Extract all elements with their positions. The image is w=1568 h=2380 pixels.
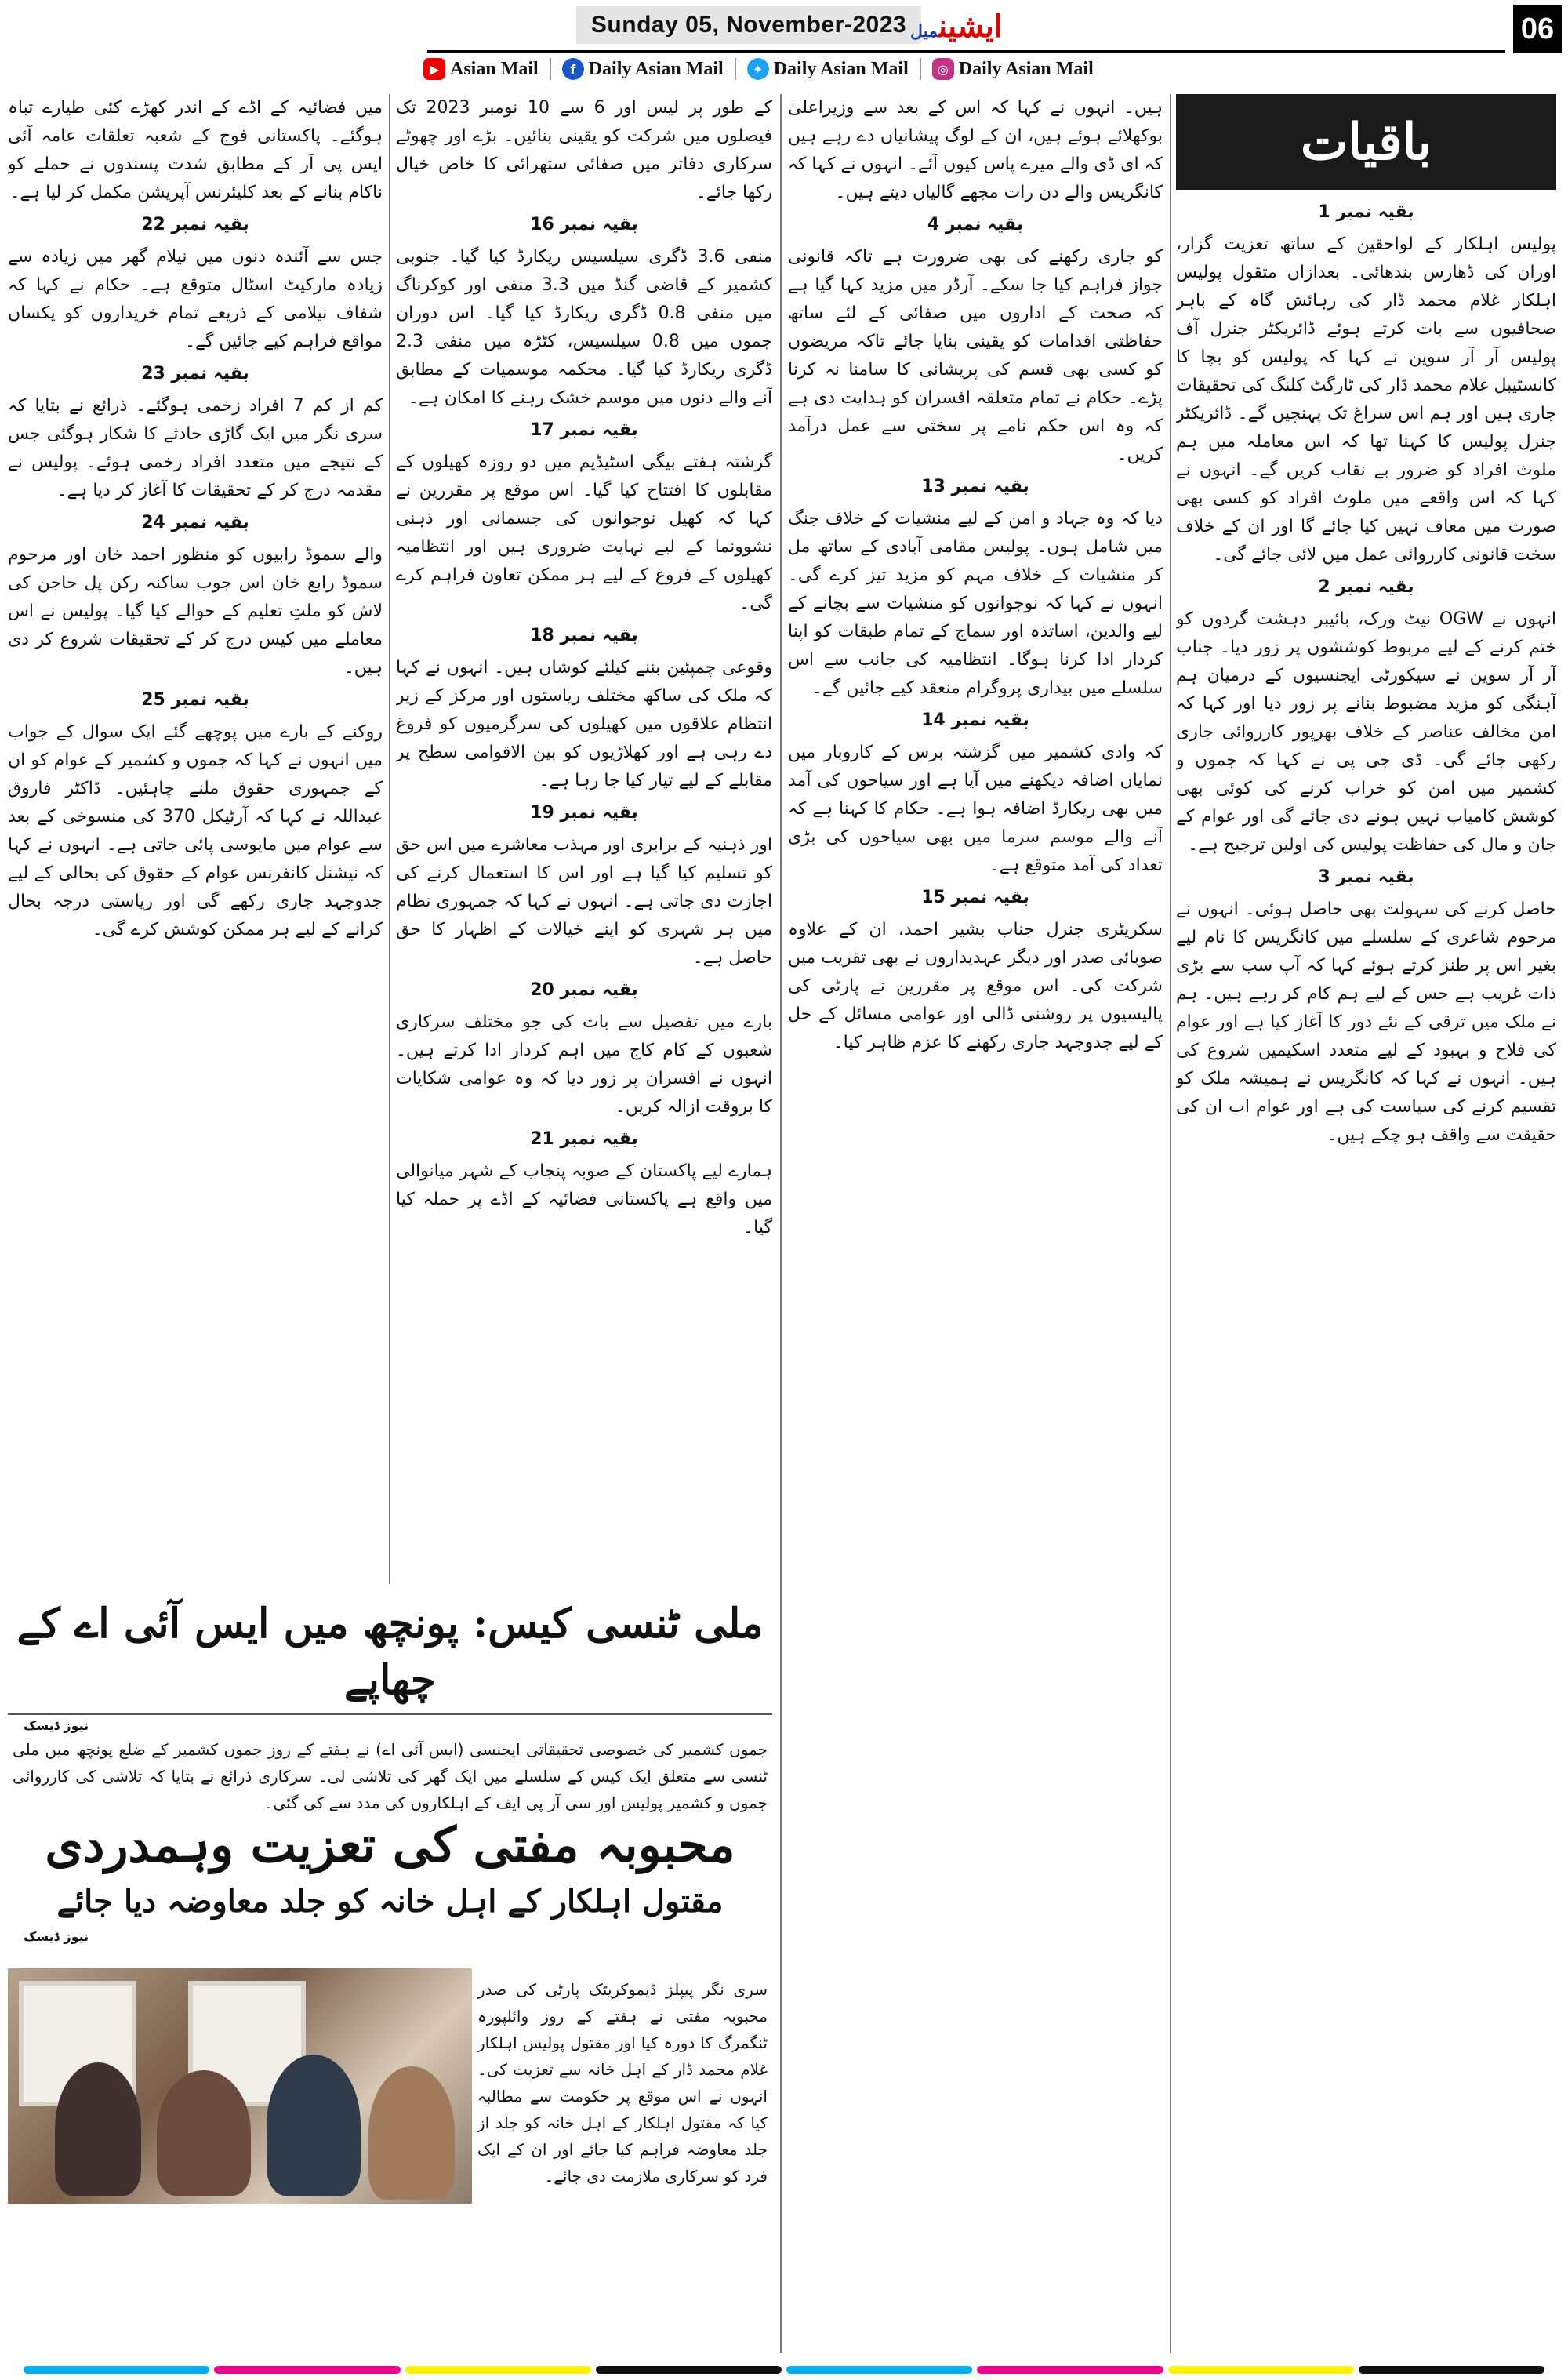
story-headline: ملی ٹنسی کیس: پونچھ میں ایس آئی اے کے چھاپے (8, 1596, 772, 1715)
page-number: 06 (1513, 5, 1562, 53)
article-text: روکنے کے بارے میں پوچھے گئے ایک سوال کے جواب میں انہوں نے کہا کہ جموں و کشمیر کے عوام کو ان کے جمہوری حقوق ملنے چاہئیں۔ ڈاکٹر فاروق عبداللہ نے کہا کہ آرٹیکل 370 کی منسوخی کے بعد سے عوام میں مایوسی پائی جاتی ہے۔ انہوں نے کہا کہ نیشنل کانفرنس عوام کے حقوق کی بحالی کے لیے جدوجہد جاری رکھے گی اور ریاستی درجہ بحال کرانے کے لیے ہر ممکن کوشش کرے گی۔ (8, 722, 383, 939)
person-figure (55, 2062, 141, 2196)
continuation-label: بقیہ نمبر 3 (1318, 867, 1414, 887)
column-divider (389, 94, 390, 1584)
color-swatch (786, 2366, 972, 2374)
newspaper-logo: ایشینمیل (909, 8, 1004, 45)
story-text: جموں کشمیر کی خصوصی تحقیقاتی ایجنسی (ایس آئی اے) نے ہفتے کے روز جموں کشمیر کے ضلع پونچھ میں ملی ٹنسی سے متعلق ایک کیس کے سلسلے میں ایک گھر کی تلاشی لی۔ سرکاری ذرائع نے بتایا کہ تلاشی کی کارروائی جموں و کشمیر پولیس اور سی آر پی ایف کے اہلکاروں کی مدد سے کی گئی۔ (13, 1740, 768, 1812)
article-text: جس سے آئندہ دنوں میں نیلام گھر میں زیادہ سے زیادہ مارکیٹ اسٹال متوقع ہے۔ حکام نے کہا کہ شفاف نیلامی کے ذریعے تمام خریداروں کو یکساں مواقع فراہم کیے جائیں گے۔ (8, 247, 383, 351)
article-text: سکریٹری جنرل جناب بشیر احمد، ان کے علاوہ صوبائی صدر اور دیگر عہدیداروں نے بھی تقریب میں شرکت کی۔ اس موقع پر مقررین نے پارٹی کی پالیسیوں پر روشنی ڈالی اور عوامی مسائل کے حل کے لیے جدوجہد جاری رکھنے کا عزم ظاہر کیا۔ (788, 920, 1163, 1052)
article-text: حاصل کرنے کی سہولت بھی حاصل ہوئی۔ انہوں نے مرحوم شاعری کے سلسلے میں کانگریس کا نام لیے بغیر اس پر طنز کرتے ہوئے کہا کہ آپ سب سے بڑی ذات غریب ہے جس کے لیے ہم کام کر رہے ہیں۔ ہم نے ملک میں ترقی کے نئے دور کا آغاز کیا ہے اور عوام کی فلاح و بہبود کے لیے متعدد اسکیمیں شروع کی ہیں۔ انہوں نے کہا کہ کانگریس نے ہمیشہ ملک کو تقسیم کرنے کی سیاست کی ہے اور عوام اب ان کی حقیقت سے واقف ہو چکے ہیں۔ (1176, 899, 1556, 1145)
story-text: سری نگر پیپلز ڈیموکریٹک پارٹی کی صدر محبوبہ مفتی نے ہفتے کے روز وائلپورہ ٹنگمرگ کا دورہ کیا اور مقتول پولیس اہلکار غلام محمد ڈار کے اہل خانہ سے تعزیت کی۔ انہوں نے اس موقع پر حکومت سے مطالبہ کیا کہ مقتول اہلکار کے اہل خانہ کو جلد از جلد معاوضہ فراہم کیا جائے اور ان کے ایک فرد کو سرکاری ملازمت دی جائے۔ (477, 1980, 768, 2186)
continuation-label: بقیہ نمبر 17 (530, 420, 638, 440)
color-swatch (214, 2366, 400, 2374)
column-4 (8, 94, 383, 1584)
color-swatch (977, 2366, 1163, 2374)
mehbooba-story (8, 1811, 772, 2360)
byline: نیوز ڈیسک (24, 1718, 89, 1733)
twitter-icon: ✦ (747, 58, 769, 80)
section-header-baqiyat: باقیات (1176, 94, 1556, 190)
militancy-story (8, 1596, 772, 1812)
masthead (0, 0, 1568, 79)
instagram-icon: ◎ (932, 58, 954, 80)
byline: نیوز ڈیسک (24, 1929, 89, 1944)
article-text: کم از کم 7 افراد زخمی ہوگئے۔ ذرائع نے بتایا کہ سری نگر میں ایک گاڑی حادثے کا شکار ہوگئی جس کے نتیجے میں متعدد افراد زخمی ہوئے۔ پولیس نے مقدمہ درج کر کے تحقیقات کا آغاز کر دیا ہے۔ (8, 396, 383, 500)
color-registration-strip (0, 2364, 1568, 2375)
story-headline: محبوبہ مفتی کی تعزیت وہمدردی (45, 1816, 735, 1873)
color-swatch (1168, 2366, 1354, 2374)
person-figure (267, 2055, 361, 2196)
continuation-label: بقیہ نمبر 2 (1318, 577, 1414, 597)
divider (550, 58, 551, 80)
divider (920, 58, 921, 80)
continuation-label: بقیہ نمبر 15 (921, 888, 1029, 907)
article-text: گزشتہ ہفتے بیگی اسٹیڈیم میں دو روزہ کھیلوں کے مقابلوں کا افتتاح کیا گیا۔ اس موقع پر مقررین نے کہا کہ کھیل نوجوانوں کی جسمانی اور ذہنی نشوونما کے لیے نہایت ضروری ہیں اور انتظامیہ کھیلوں کے فروغ کے لیے ہر ممکن تعاون فراہم کرے گی۔ (396, 452, 772, 613)
social-instagram[interactable]: ◎ Daily Asian Mail (932, 58, 1094, 80)
issue-date: Sunday 05, November-2023 (576, 6, 921, 44)
story-subhead: مقتول اہلکار کے اہل خانہ کو جلد معاوضہ دیا جائے (56, 1883, 724, 1920)
continuation-label: بقیہ نمبر 14 (921, 710, 1029, 730)
column-divider (1170, 94, 1171, 2353)
facebook-icon: f (562, 58, 584, 80)
continuation-label: بقیہ نمبر 24 (141, 513, 249, 532)
article-text: بارے میں تفصیل سے بات کی جو مختلف سرکاری شعبوں کے کام کاج میں اہم کردار ادا کرتے ہیں۔ انہوں نے افسران پر زور دیا کہ وہ عوامی شکایات کا بروقت ازالہ کریں۔ (396, 1012, 772, 1117)
continuation-label: بقیہ نمبر 18 (530, 626, 638, 645)
column-divider (780, 94, 782, 2353)
continuation-label: بقیہ نمبر 23 (141, 364, 249, 383)
continuation-label: بقیہ نمبر 25 (141, 690, 249, 710)
article-text: ہیں۔ انہوں نے کہا کہ اس کے بعد سے وزیراعلیٰ بوکھلائے ہوئے ہیں، ان کے لوگ پیشانیاں دے رہے ہیں کہ ای ڈی والے میرے پاس کیوں آئے۔ انہوں نے کہا کہ کانگریس والے دن رات مجھے گالیاں دیتے ہیں۔ (788, 98, 1163, 202)
person-figure (368, 2066, 455, 2200)
continuation-label: بقیہ نمبر 22 (141, 215, 249, 234)
article-text: کو جاری رکھنے کی بھی ضرورت ہے تاکہ قانونی جواز فراہم کیا جا سکے۔ آرڈر میں مزید کہا گیا ہے کہ صحت کے اداروں میں صفائی کے لئے ساتھ حفاظتی اقدامات کو یقینی بنایا جائے تاکہ مریضوں کو کسی بھی قسم کی پریشانی کا سامنا نہ کرنا پڑے۔ حکام نے تمام متعلقہ افسران کو ہدایت دی ہے کہ وہ اس حکم نامے پر سختی سے عمل درآمد کریں۔ (788, 247, 1163, 464)
article-text: پولیس اہلکار کے لواحقین کے ساتھ تعزیت گزار، اوران کی ڈھارس بندھائی۔ بعدازاں متقول پولیس اہلکار غلام محمد ڈار کی رہائش گاہ کے باہر صحافیوں سے بات کرتے ہوئے ڈائریکٹر جنرل آف پولیس آر آر سوین نے کہا کہ پولیس کو بچا کا کانسٹیبل غلام محمد ڈار کی ٹارگٹ کلنگ کی تحقیقات جاری ہیں اور ہم اس سراغ تک پہنچیں گے۔ ڈائریکٹر جنرل پولیس کا کہنا تھا کہ اس معاملہ میں ہم ملوث افراد کو ضرور بے نقاب کریں گے۔ انہوں نے کہا کہ اس واقعے میں ملوث افراد کو کسی بھی صورت میں معاف نہیں کیا جائے گا اور ان کے خلاف سخت قانونی کارروائی عمل میں لائی جائے گی۔ (1176, 234, 1556, 565)
column-3 (396, 94, 772, 1584)
color-swatch (596, 2366, 782, 2374)
continuation-label: بقیہ نمبر 16 (530, 215, 638, 234)
article-text: منفی 3.6 ڈگری سیلسیس ریکارڈ کیا گیا۔ جنوبی کشمیر کے قاضی گنڈ میں 3.3 منفی اور کوکرناگ میں منفی 0.8 ڈگری ریکارڈ کیا گیا۔ اس دوران جموں میں 0.8 سیلسیس، کٹڑہ میں منفی 2.3 ڈگری ریکارڈ کیا گیا۔ محکمہ موسمیات کے مطابق آنے والے دنوں میں موسم خشک رہنے کا امکان ہے۔ (396, 247, 772, 408)
article-text: کہ وادی کشمیر میں گزشتہ برس کے کاروبار میں نمایاں اضافہ دیکھنے میں آیا ہے اور سیاحوں کی آمد میں بھی ریکارڈ اضافہ ہوا ہے۔ حکام کا کہنا ہے کہ آنے والے موسم سرما میں بھی سیاحوں کی بڑی تعداد کی آمد متوقع ہے۔ (788, 743, 1163, 875)
continuation-label: بقیہ نمبر 21 (530, 1129, 638, 1149)
person-figure (157, 2070, 251, 2196)
continuation-label: بقیہ نمبر 1 (1318, 202, 1414, 222)
continuation-label: بقیہ نمبر 4 (927, 215, 1024, 234)
social-links (423, 55, 1094, 83)
continuation-label: بقیہ نمبر 20 (530, 980, 638, 1000)
article-text: میں فضائیہ کے اڈے کے اندر کھڑے کئی طیارے تباہ ہوگئے۔ پاکستانی فوج کے شعبہ تعلقات عامہ آئی ایس پی آر کے مطابق شدت پسندوں نے حملے کو ناکام بنانے کے بعد کلیئرنس آپریشن مکمل کر لیا ہے۔ (8, 98, 383, 202)
color-swatch (24, 2366, 209, 2374)
social-twitter[interactable]: ✦ Daily Asian Mail (747, 58, 909, 80)
article-text: والے سموڈ رابیوں کو منظور احمد خان اور مرحوم سموڈ رابع خان اس جوب ساکنہ رکن پل حاجن کی لاش کو ملتِ تعلیم کے حوالے کیا گیا۔ پولیس نے اس معاملے میں کیس درج کر کے تحقیقات شروع کر دی ہیں۔ (8, 545, 383, 678)
youtube-icon: ▶ (423, 58, 445, 80)
color-swatch (1359, 2366, 1544, 2374)
condolence-photo (8, 1968, 472, 2204)
column-2 (788, 94, 1163, 1913)
article-text: کے طور پر لیس اور 6 سے 10 نومبر 2023 تک فیصلوں میں شرکت کو یقینی بنائیں۔ بڑے اور چھوٹے سرکاری دفاتر میں صفائی ستھرائی کا خاص خیال رکھا جائے۔ (396, 98, 772, 202)
article-text: انہوں نے OGW نیٹ ورک، بائیبر دہشت گردوں کو ختم کرنے کے لیے مربوط کوششوں پر زور دیا۔ جناب آر آر سوین نے سیکورٹی ایجنسیوں کے درمیان ہم آہنگی کو مزید مضبوط بنانے پر زور دیا اور کہا کہ امن مخالف عناصر کے خلاف بھرپور کارروائی جاری رکھی جائے گی۔ ڈی جی پی نے کہا کہ جموں و کشمیر میں امن کو خراب کرنے کی کوئی بھی کوشش کامیاب نہیں ہونے دی جائے گی اور عوام کے جان و مال کی حفاظت پولیس کی اولین ترجیح ہے۔ (1176, 609, 1556, 855)
article-text: ہمارے لیے پاکستان کے صوبہ پنجاب کے شہر میانوالی میں واقع ہے پاکستانی فضائیہ کے اڈے پر حملہ کیا گیا۔ (396, 1161, 772, 1237)
article-text: دیا کہ وہ جہاد و امن کے لیے منشیات کے خلاف جنگ میں شامل ہوں۔ پولیس مقامی آبادی کے ساتھ مل کر منشیات کے خلاف مہم کو مزید تیز کرے گی۔ انہوں نے کہا کہ نوجوانوں کو منشیات سے بچانے کے لیے والدین، اساتذہ اور سماج کے تمام طبقات کو اپنا کردار ادا کرنا ہوگا۔ انتظامیہ کی جانب سے اس سلسلے میں بیداری پروگرام منعقد کیے جائیں گے۔ (788, 509, 1163, 698)
divider (735, 58, 736, 80)
continuation-label: بقیہ نمبر 13 (921, 477, 1029, 496)
column-baqiyat (1176, 94, 1556, 2353)
social-facebook[interactable]: f Daily Asian Mail (562, 58, 724, 80)
masthead-rule (427, 50, 1505, 53)
article-text: وقوعی چمپئین بننے کیلئے کوشاں ہیں۔ انہوں نے کہا کہ ملک کی ساکھ مختلف ریاستوں اور مرکز کے زیر انتظام علاقوں میں کھیلوں کی سرگرمیوں کو فروغ دے رہی ہے اور کھلاڑیوں کو بین الاقوامی سطح پر مقابلے کے لیے تیار کیا جا رہا ہے۔ (396, 658, 772, 790)
color-swatch (405, 2366, 591, 2374)
article-text: اور ذہنیہ کے برابری اور مہذب معاشرے میں اس حق کو تسلیم کیا گیا ہے اور اس کا استعمال کرنے کی اجازت دی جاتی ہے۔ انہوں نے کہا کہ جمہوری نظام میں ہر شہری کو اپنے خیالات کے اظہار کا حق حاصل ہے۔ (396, 835, 772, 968)
continuation-label: بقیہ نمبر 19 (530, 803, 638, 823)
social-youtube[interactable]: ▶ Asian Mail (423, 58, 539, 80)
